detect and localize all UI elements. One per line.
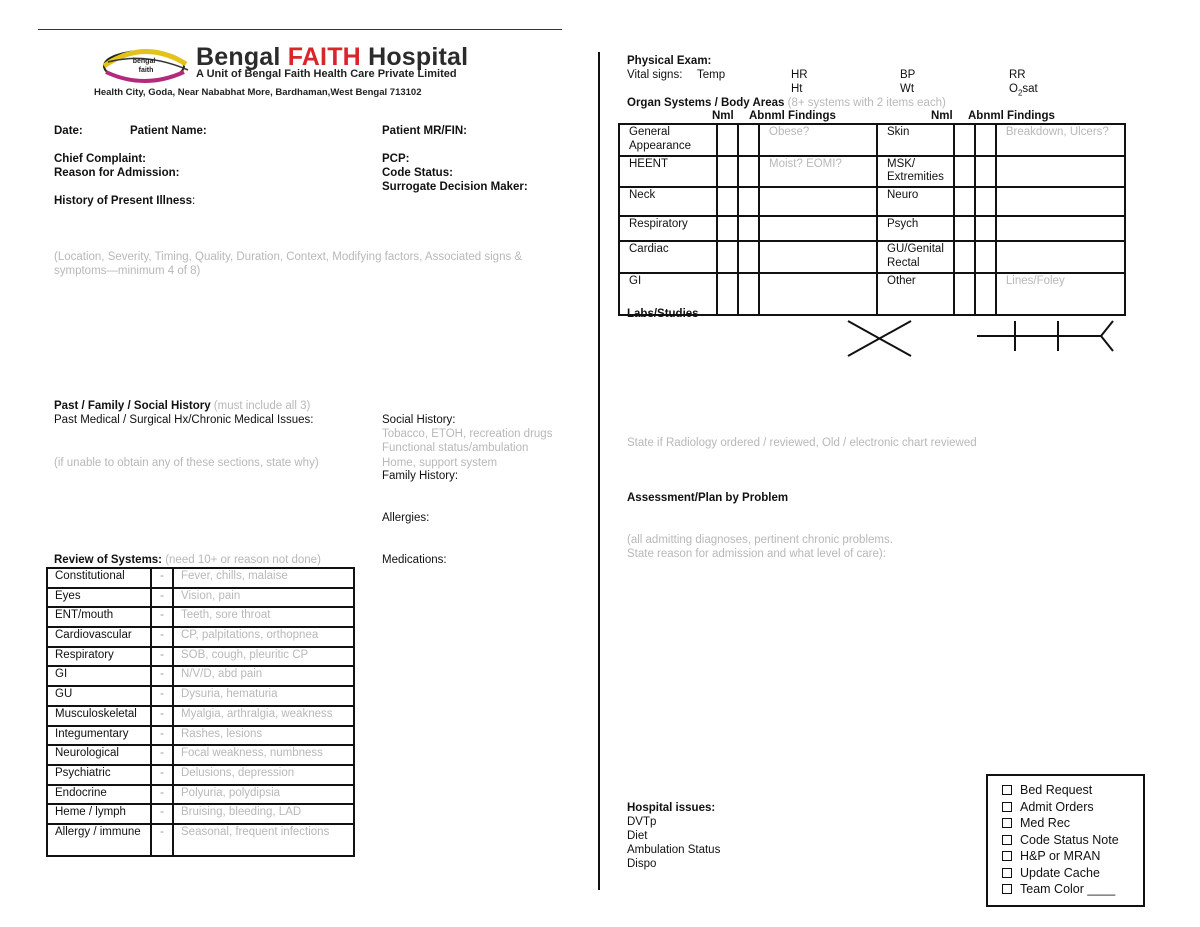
exam-nml-box: [954, 273, 975, 315]
ros-hint: Bruising, bleeding, LAD: [173, 804, 354, 824]
surrogate-label: Surrogate Decision Maker:: [382, 181, 528, 193]
exam-nml-box: [738, 124, 759, 156]
ros-row: [47, 706, 354, 726]
exam-abnml-left: [759, 216, 877, 241]
exam-nml-box: [738, 241, 759, 273]
ros-system: Respiratory: [47, 647, 151, 667]
col-nml-right: Nml: [931, 110, 953, 122]
issue-dvtp: DVTp: [627, 816, 657, 828]
patient-name-label: Patient Name:: [130, 125, 207, 137]
checkbox-icon[interactable]: [1002, 802, 1012, 812]
ros-system: Neurological: [47, 745, 151, 765]
exam-system-left: Cardiac: [619, 241, 717, 273]
ros-dash: -: [151, 726, 173, 746]
exam-system-left: HEENT: [619, 156, 717, 188]
exam-nml-box: [738, 216, 759, 241]
exam-table: [618, 123, 1126, 316]
exam-row: [619, 124, 1125, 156]
ros-row: [47, 745, 354, 765]
exam-abnml-right: [996, 187, 1125, 216]
checklist-label: Admit Orders: [1020, 799, 1094, 814]
ros-table: [46, 567, 355, 857]
exam-nml-box: [738, 273, 759, 315]
exam-nml-box: [975, 156, 996, 188]
exam-abnml-right: [996, 241, 1125, 273]
exam-abnml-left: [759, 273, 877, 315]
exam-nml-box: [717, 156, 738, 188]
exam-abnml-right: [996, 156, 1125, 188]
ros-hint: Focal weakness, numbness: [173, 745, 354, 765]
ros-dash: -: [151, 607, 173, 627]
hospital-subtitle: A Unit of Bengal Faith Health Care Private Limited: [196, 68, 457, 80]
labs-label: Labs/Studies: [627, 308, 699, 320]
rr-label: RR: [1009, 69, 1026, 81]
medications-label: Medications:: [382, 554, 447, 566]
bp-label: BP: [900, 69, 916, 81]
exam-abnml-left: Moist? EOMI?: [759, 156, 877, 188]
chief-complaint-label: Chief Complaint:: [54, 153, 146, 165]
exam-nml-box: [717, 273, 738, 315]
checklist-label: Update Cache: [1020, 865, 1100, 880]
ros-hint: Dysuria, hematuria: [173, 686, 354, 706]
social-history-label: Social History:: [382, 414, 456, 426]
issue-diet: Diet: [627, 830, 648, 842]
exam-abnml-right: Breakdown, Ulcers?: [996, 124, 1125, 156]
exam-nml-box: [975, 273, 996, 315]
exam-system-right: Skin: [877, 124, 954, 156]
ros-dash: -: [151, 568, 173, 588]
pfsh-heading: Past / Family / Social History (must include all 3): [54, 400, 311, 412]
svg-text:bengal: bengal: [132, 58, 156, 65]
checklist-item[interactable]: [1002, 832, 1143, 849]
issue-ambulation: Ambulation Status: [627, 844, 721, 856]
ros-hint: Vision, pain: [173, 588, 354, 608]
ros-row: [47, 647, 354, 667]
ros-system: GU: [47, 686, 151, 706]
exam-system-right: Neuro: [877, 187, 954, 216]
hospital-address: Health City, Goda, Near Nababhat More, Bardhaman,West Bengal 713102: [94, 87, 422, 98]
exam-nml-box: [975, 124, 996, 156]
assessment-label: Assessment/Plan by Problem: [627, 492, 789, 504]
exam-system-right: Other: [877, 273, 954, 315]
hpi-hint-2: symptoms—minimum 4 of 8): [54, 265, 201, 277]
exam-nml-box: [717, 187, 738, 216]
exam-nml-box: [954, 187, 975, 216]
exam-nml-box: [954, 156, 975, 188]
ros-dash: -: [151, 745, 173, 765]
ros-row: [47, 726, 354, 746]
fishbone-diagram-icon: [975, 318, 1117, 352]
checklist-item[interactable]: [1002, 865, 1143, 882]
ros-system: Integumentary: [47, 726, 151, 746]
temp-label: Temp: [697, 69, 726, 81]
ros-hint: SOB, cough, pleuritic CP: [173, 647, 354, 667]
ros-dash: -: [151, 804, 173, 824]
exam-nml-box: [954, 124, 975, 156]
checklist-label: Team Color ____: [1020, 882, 1116, 896]
ros-row: [47, 765, 354, 785]
hpi-label: History of Present Illness:: [54, 195, 196, 207]
exam-system-right: Psych: [877, 216, 954, 241]
checkbox-icon[interactable]: [1002, 868, 1012, 878]
ros-heading: Review of Systems: (need 10+ or reason not done): [54, 554, 321, 566]
exam-abnml-left: [759, 187, 877, 216]
exam-abnml-left: [759, 241, 877, 273]
vitals-label: Vital signs:: [627, 69, 683, 81]
ros-system: Psychiatric: [47, 765, 151, 785]
column-divider: [598, 52, 600, 890]
ros-dash: -: [151, 666, 173, 686]
checklist-item[interactable]: [1002, 782, 1143, 799]
exam-nml-box: [954, 241, 975, 273]
ros-hint: Delusions, depression: [173, 765, 354, 785]
exam-abnml-right: Lines/Foley: [996, 273, 1125, 315]
ros-hint: N/V/D, abd pain: [173, 666, 354, 686]
ros-dash: -: [151, 627, 173, 647]
wt-label: Wt: [900, 83, 915, 95]
allergies-label: Allergies:: [382, 512, 430, 524]
exam-row: [619, 187, 1125, 216]
hospital-issues-label: Hospital issues:: [627, 802, 716, 814]
col-abnml-left: Abnml Findings: [749, 110, 836, 122]
hr-label: HR: [791, 69, 808, 81]
hospital-logo-icon: [98, 44, 194, 90]
ros-system: Constitutional: [47, 568, 151, 588]
ros-dash: -: [151, 647, 173, 667]
ros-system: GI: [47, 666, 151, 686]
ros-dash: -: [151, 706, 173, 726]
hospital-title: Bengal FAITH Hospital: [196, 43, 469, 71]
ros-hint: Fever, chills, malaise: [173, 568, 354, 588]
family-history-label: Family History:: [382, 470, 459, 482]
past-medical-label: Past Medical / Surgical Hx/Chronic Medical Issues:: [54, 414, 314, 426]
patient-mr-label: Patient MR/FIN:: [382, 125, 467, 137]
exam-system-right: GU/Genital Rectal: [877, 241, 954, 273]
assessment-hint-1: (all admitting diagnoses, pertinent chronic problems.: [627, 534, 893, 546]
exam-system-left: General Appearance: [619, 124, 717, 156]
ros-hint: Rashes, lesions: [173, 726, 354, 746]
exam-nml-box: [738, 156, 759, 188]
exam-row: [619, 216, 1125, 241]
ros-hint: CP, palpitations, orthopnea: [173, 627, 354, 647]
ros-row: [47, 804, 354, 824]
exam-system-left: Neck: [619, 187, 717, 216]
ros-system: Allergy / immune: [47, 824, 151, 856]
ht-label: Ht: [791, 83, 803, 95]
checkbox-icon[interactable]: [1002, 851, 1012, 861]
ros-row: [47, 666, 354, 686]
exam-nml-box: [717, 124, 738, 156]
exam-nml-box: [975, 241, 996, 273]
ros-system: Musculoskeletal: [47, 706, 151, 726]
code-status-label: Code Status:: [382, 167, 453, 179]
admission-checklist: [986, 774, 1145, 907]
checklist-item[interactable]: [1002, 848, 1143, 865]
ros-system: Cardiovascular: [47, 627, 151, 647]
ros-dash: -: [151, 785, 173, 805]
checkbox-icon[interactable]: [1002, 835, 1012, 845]
ros-dash: -: [151, 686, 173, 706]
checklist-label: Bed Request: [1020, 783, 1093, 797]
checklist-item[interactable]: [1002, 799, 1143, 816]
ros-system: Heme / lymph: [47, 804, 151, 824]
assessment-hint-2: State reason for admission and what level of care):: [627, 548, 886, 560]
ros-row: [47, 824, 354, 856]
svg-text:faith: faith: [138, 67, 154, 74]
exam-system-left: GI: [619, 273, 717, 315]
radiology-hint: State if Radiology ordered / reviewed, Old / electronic chart reviewed: [627, 437, 977, 449]
exam-row: [619, 241, 1125, 273]
exam-nml-box: [717, 216, 738, 241]
ros-dash: -: [151, 588, 173, 608]
exam-system-left: Respiratory: [619, 216, 717, 241]
exam-row: [619, 156, 1125, 188]
exam-nml-box: [975, 187, 996, 216]
unable-hint: (if unable to obtain any of these sections, state why): [54, 457, 319, 469]
exam-abnml-left: Obese?: [759, 124, 877, 156]
ros-row: [47, 686, 354, 706]
ros-dash: -: [151, 824, 173, 856]
col-nml-left: Nml: [712, 110, 734, 122]
ros-hint: Myalgia, arthralgia, weakness: [173, 706, 354, 726]
ros-row: [47, 568, 354, 588]
hpi-hint-1: (Location, Severity, Timing, Quality, Duration, Context, Modifying factors, Associated signs &: [54, 251, 523, 263]
ros-row: [47, 588, 354, 608]
organ-systems-heading: Organ Systems / Body Areas (8+ systems with 2 items each): [627, 97, 946, 109]
social-hint-3: Home, support system: [382, 457, 498, 469]
exam-nml-box: [954, 216, 975, 241]
checkbox-icon[interactable]: [1002, 785, 1012, 795]
exam-nml-box: [738, 187, 759, 216]
ros-system: Endocrine: [47, 785, 151, 805]
social-hint-1: Tobacco, ETOH, recreation drugs: [382, 428, 553, 440]
checklist-label: H&P or MRAN: [1020, 849, 1101, 863]
o2sat-label: $O_2sat$: [1009, 83, 1038, 98]
col-abnml-right: Abnml Findings: [968, 110, 1055, 122]
ros-row: [47, 607, 354, 627]
checklist-item[interactable]: [1002, 881, 1143, 898]
ros-row: [47, 785, 354, 805]
exam-abnml-right: [996, 216, 1125, 241]
checklist-item[interactable]: [1002, 815, 1143, 832]
ros-dash: -: [151, 765, 173, 785]
exam-system-right: MSK/ Extremities: [877, 156, 954, 188]
ros-hint: Polyuria, polydipsia: [173, 785, 354, 805]
issue-dispo: Dispo: [627, 858, 657, 870]
checkbox-icon[interactable]: [1002, 818, 1012, 828]
ros-system: Eyes: [47, 588, 151, 608]
date-label: Date:: [54, 125, 83, 137]
top-rule: [38, 29, 562, 30]
ros-hint: Teeth, sore throat: [173, 607, 354, 627]
pcp-label: PCP:: [382, 153, 410, 165]
exam-nml-box: [975, 216, 996, 241]
checkbox-icon[interactable]: [1002, 884, 1012, 894]
reason-admission-label: Reason for Admission:: [54, 167, 180, 179]
cross-diagram-icon: [845, 318, 915, 360]
checklist-label: Code Status Note: [1020, 832, 1119, 847]
physical-exam-label: Physical Exam:: [627, 55, 712, 67]
checklist-label: Med Rec: [1020, 816, 1071, 830]
ros-hint: Seasonal, frequent infections: [173, 824, 354, 856]
ros-system: ENT/mouth: [47, 607, 151, 627]
ros-row: [47, 627, 354, 647]
social-hint-2: Functional status/ambulation: [382, 442, 529, 454]
exam-nml-box: [717, 241, 738, 273]
